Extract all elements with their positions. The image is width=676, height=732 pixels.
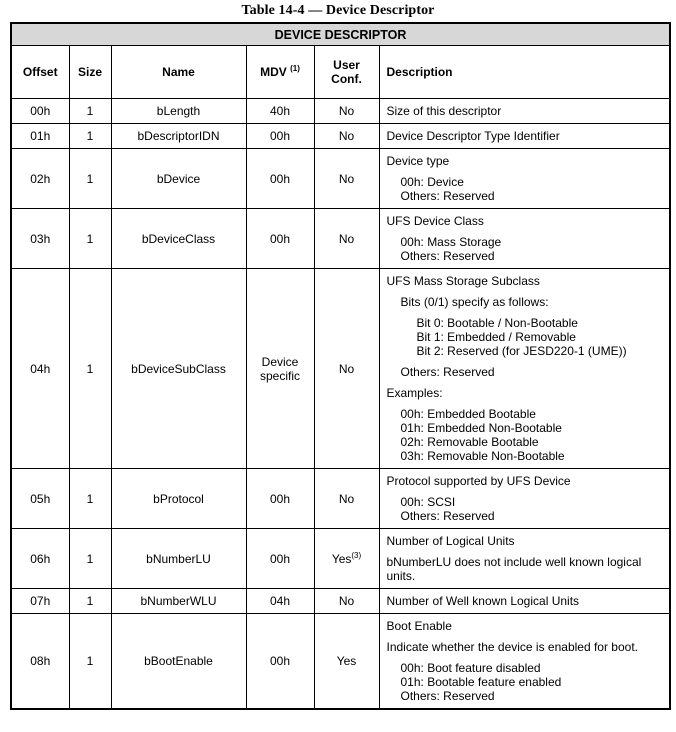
description-line: Bits (0/1) specify as follows:: [400, 295, 549, 309]
size-cell: 1: [69, 529, 111, 589]
description-line: bNumberLU does not include well known logical units.: [386, 555, 642, 583]
size-cell: 1: [69, 614, 111, 710]
name-cell: bNumberLU: [111, 529, 246, 589]
offset-cell: 01h: [11, 124, 69, 149]
mdv-cell: 40h: [246, 99, 314, 124]
column-header-offset: Offset: [11, 46, 69, 99]
description-line: 00h: Mass Storage: [400, 235, 502, 249]
name-cell: bProtocol: [111, 469, 246, 529]
name-cell: bDeviceClass: [111, 209, 246, 269]
description-cell: [379, 589, 670, 614]
column-header-user-conf: User Conf.: [314, 46, 379, 99]
table-row: [11, 269, 670, 469]
description-line: Bit 2: Reserved (for JESD220-1 (UME)): [416, 344, 627, 358]
table-caption: Table 14-4 — Device Descriptor: [241, 3, 435, 18]
name-cell: bBootEnable: [111, 614, 246, 710]
description-line: Number of Well known Logical Units: [386, 594, 580, 608]
description-cell: [379, 149, 670, 209]
description-line: Others: Reserved: [400, 689, 495, 703]
description-cell: [379, 124, 670, 149]
description-line: UFS Device Class: [386, 214, 484, 228]
size-cell: 1: [69, 99, 111, 124]
description-line: 01h: Bootable feature enabled: [400, 675, 562, 689]
offset-cell: 06h: [11, 529, 69, 589]
table-row: [11, 209, 670, 269]
description-line: UFS Mass Storage Subclass: [386, 274, 540, 288]
description-line: 00h: SCSI: [400, 495, 456, 509]
description-line: 00h: Device: [400, 175, 464, 189]
offset-cell: 07h: [11, 589, 69, 614]
user-conf-cell: No: [314, 589, 379, 614]
mdv-cell: Device specific: [246, 269, 314, 469]
description-line: Bit 0: Bootable / Non-Bootable: [416, 316, 578, 330]
size-cell: 1: [69, 149, 111, 209]
user-conf-cell: No: [314, 99, 379, 124]
user-conf-cell: No: [314, 149, 379, 209]
description-cell: [379, 269, 670, 469]
mdv-footnote-marker: (1): [290, 64, 300, 73]
description-cell: [379, 99, 670, 124]
column-header-size: Size: [69, 46, 111, 99]
name-cell: bLength: [111, 99, 246, 124]
description-line: 03h: Removable Non-Bootable: [400, 449, 565, 463]
table-row: [11, 469, 670, 529]
description-line: Device Descriptor Type Identifier: [386, 129, 560, 143]
offset-cell: 08h: [11, 614, 69, 710]
user-conf-cell: Yes: [314, 614, 379, 710]
description-line: 02h: Removable Bootable: [400, 435, 539, 449]
name-cell: bDevice: [111, 149, 246, 209]
user-conf-cell: No: [314, 124, 379, 149]
offset-cell: 00h: [11, 99, 69, 124]
name-cell: bDeviceSubClass: [111, 269, 246, 469]
offset-cell: 02h: [11, 149, 69, 209]
user-conf-cell: No: [314, 209, 379, 269]
description-cell: [379, 529, 670, 589]
table-banner: DEVICE DESCRIPTOR: [11, 23, 670, 46]
user-conf-cell: No: [314, 269, 379, 469]
table-banner-row: [11, 23, 670, 46]
mdv-cell: 00h: [246, 469, 314, 529]
mdv-cell: 00h: [246, 529, 314, 589]
offset-cell: 05h: [11, 469, 69, 529]
mdv-cell: 00h: [246, 149, 314, 209]
description-line: Others: Reserved: [400, 189, 495, 203]
description-line: Others: Reserved: [400, 365, 495, 379]
description-line: Others: Reserved: [400, 249, 495, 263]
device-descriptor-table: [10, 22, 671, 710]
user-conf-cell: Yes$^{(3)}$: [314, 529, 379, 589]
description-line: Device type: [386, 154, 450, 168]
offset-cell: 04h: [11, 269, 69, 469]
column-header-name: Name: [111, 46, 246, 99]
column-header-mdv: [246, 46, 314, 99]
size-cell: 1: [69, 269, 111, 469]
description-line: Bit 1: Embedded / Removable: [416, 330, 576, 344]
column-header-mdv-label: MDV: [260, 65, 287, 79]
mdv-cell: 00h: [246, 124, 314, 149]
description-line: 01h: Embedded Non-Bootable: [400, 421, 562, 435]
mdv-cell: 00h: [246, 209, 314, 269]
table-row: [11, 149, 670, 209]
description-line: Others: Reserved: [400, 509, 495, 523]
table-row: [11, 614, 670, 710]
description-cell: [379, 614, 670, 710]
description-line: Indicate whether the device is enabled for boot.: [386, 640, 638, 654]
table-header-row: [11, 46, 670, 99]
description-line: Examples:: [386, 386, 443, 400]
size-cell: 1: [69, 469, 111, 529]
mdv-cell: 00h: [246, 614, 314, 710]
description-line: Size of this descriptor: [386, 104, 502, 118]
table-row: [11, 589, 670, 614]
description-cell: [379, 469, 670, 529]
column-header-description: Description: [379, 46, 670, 99]
description-line: 00h: Embedded Bootable: [400, 407, 536, 421]
table-row: [11, 529, 670, 589]
size-cell: 1: [69, 124, 111, 149]
description-cell: [379, 209, 670, 269]
mdv-cell: 04h: [246, 589, 314, 614]
size-cell: 1: [69, 209, 111, 269]
description-line: Boot Enable: [386, 619, 452, 633]
description-line: Protocol supported by UFS Device: [386, 474, 571, 488]
table-row: [11, 99, 670, 124]
size-cell: 1: [69, 589, 111, 614]
user-conf-cell: No: [314, 469, 379, 529]
description-line: 00h: Boot feature disabled: [400, 661, 541, 675]
description-line: Number of Logical Units: [386, 534, 515, 548]
offset-cell: 03h: [11, 209, 69, 269]
user-conf-footnote-marker: (3): [351, 550, 362, 560]
table-row: [11, 124, 670, 149]
name-cell: bDescriptorIDN: [111, 124, 246, 149]
name-cell: bNumberWLU: [111, 589, 246, 614]
